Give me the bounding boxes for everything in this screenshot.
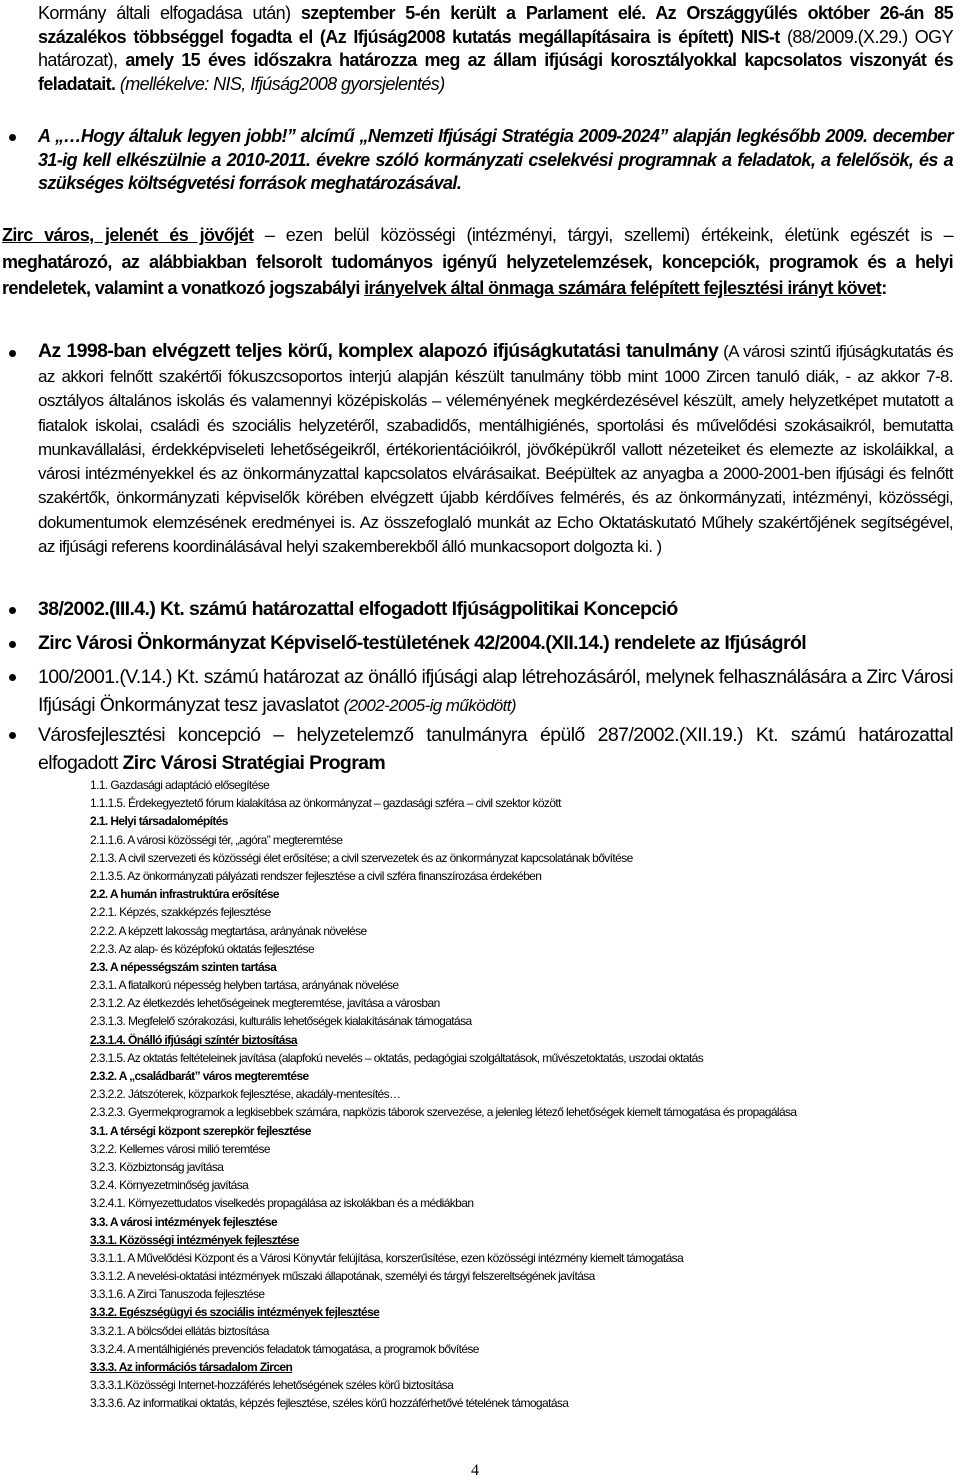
program-list-item: 3.2.2. Kellemes városi milió teremtése: [90, 1141, 270, 1156]
study-title: Az 1998-ban elvégzett teljes körű, komplex alapozó ifjúságkutatási tanulmány: [38, 340, 719, 362]
bullet-dot: [9, 134, 16, 141]
bullet-youth-fund-text: [38, 663, 953, 719]
zirc-text-3: irányelvek által önmaga számára felépített fejlesztési irányt követ: [364, 278, 882, 298]
zirc-text-2: meghatározó, az alábbiakban felsorolt tudományos igényű helyzetelemzések, koncepciók, programok és a helyi rendeletek, valamint a vonatkozó jogszabályi: [2, 251, 953, 298]
bullet-concept-text: 38/2002.(III.4.) Kt. számú határozattal elfogadott Ifjúságpolitikai Koncepció: [38, 598, 678, 620]
program-list-item: 2.3.1.5. Az oktatás feltételeinek javítása (alapfokú nevelés – oktatás, pedagógiai szolgáltatások, művészetoktatás, uszodai oktatás: [90, 1050, 704, 1065]
program-list-item: 3.3.1. Közösségi intézmények fejlesztése: [90, 1232, 299, 1247]
bullet-nis-text: [38, 125, 953, 196]
program-list-item: 2.1.1.6. A városi közösségi tér, „agóra” megteremtése: [90, 832, 343, 847]
page-number: 4: [471, 1462, 479, 1479]
study-description: (A városi szintű ifjúságkutatás és az akkori felnőtt szakértői fókuszcsoportos interjú alapján készült tanulmány több mint 1000 Zircen tanuló diák, - az akkor 7-8. osztályos általános iskolás és valamennyi középiskolás – véleményének megkérdezésével készült, amely helyzetképet mutatott a fiatalok iskolai, családi és szociális helyzetéről, szabadidős, mentálhigiénés, sportolási és művelődési szokásaikról, bemutatta munkavállalási, érdekképviseleti lehetőségeikről, értékorientációikról, jövőképükről vallott nézeteiket és elemezte az iskoláikkal, a városi intézményekkel és az önkormányzattal kapcsolatos elvárásaikat. Beépültek az anyagba a 2000-2001-ben ifjúsági és felnőtt szakértők, önkormányzati képviselők körében elvégzett újabb kérdőíves felmérés, és az önkormányzati, intézményi, közösségi, dokumentumok elemzésének eredményei is. Az összefoglaló munkát az Echo Oktatáskutató Műhely szakértőjének segítségével, az ifjúsági referens koordinálásával helyi szakemberekből álló munkacsoport dolgozta ki. ): [38, 342, 953, 557]
bullet-dot: [9, 350, 16, 357]
program-list-item: 3.3.2.4. A mentálhigiénés prevenciós feladatok támogatása, a programok bővítése: [90, 1341, 479, 1356]
intro-text-4: amely 15 éves időszakra határozza meg az állam ifjúsági korosztályokkal kapcsolatos viszonyát és feladatait.: [38, 50, 953, 94]
program-list-item: 2.3.2.3. Gyermekprogramok a legkisebbek számára, napközis táborok szervezése, a jelenleg létező lehetőségek kiemelt támogatása és propagálása: [90, 1105, 797, 1120]
program-list-item: 2.3. A népességszám szinten tartása: [90, 959, 277, 974]
zirc-text-1: – ezen belül közösségi (intézményi, tárgyi, szellemi) értékeink, életünk egészét is –: [253, 225, 954, 245]
youth-fund-note: (2002-2005-ig működött): [343, 696, 516, 715]
program-list-item: 2.3.1.2. Az életkezdés lehetőségeinek megteremtése, javítása a városban: [90, 996, 440, 1011]
intro-text-3: (88/2009.(X.29.) OGY határozat),: [38, 26, 953, 70]
program-list-item: 3.3.2.1. A bölcsődei ellátás biztosítása: [90, 1323, 269, 1338]
program-list-item: 2.3.1. A fiatalkorú népesség helyben tartása, arányának növelése: [90, 978, 399, 993]
program-list-item: 3.3.2. Egészségügyi és szociális intézmények fejlesztése: [90, 1305, 380, 1320]
program-list-item: 1.1.1.5. Érdekegyeztető fórum kialakítása az önkormányzat – gazdasági szféra – civil szektor között: [90, 796, 561, 811]
program-list-item: 3.2.4. Környezetminőség javítása: [90, 1178, 249, 1193]
program-list-item: 2.2.2. A képzett lakosság megtartása, arányának növelése: [90, 923, 367, 938]
intro-text-2: szeptember 5-én került a Parlament elé. Az Országgyűlés október 26-án 85 százalékos többséggel fogadta el (Az Ifjúság2008 kutatás megállapításaira is épített) NIS-t: [38, 3, 953, 47]
program-list-item: 3.2.3. Közbiztonság javítása: [90, 1159, 224, 1174]
program-list-item: 2.1.3.5. Az önkormányzati pályázati rendszer fejlesztése a civil szféra finanszírozása érdekében: [90, 868, 542, 883]
bullet-city-concept-text: [38, 721, 953, 777]
program-list-item: 2.3.2.2. Játszóterek, közparkok fejlesztése, akadály-mentesítés…: [90, 1087, 401, 1102]
zirc-paragraph: [2, 222, 953, 302]
program-list: [90, 776, 950, 1413]
program-list-item: 2.3.1.4. Önálló ifjúsági színtér biztosítása: [90, 1032, 298, 1047]
program-list-item: 3.3.1.6. A Zirci Tanuszoda fejlesztése: [90, 1287, 265, 1302]
program-list-item: 3.3.1.1. A Művelődési Központ és a Városi Könyvtár felújítása, korszerűsítése, ezen közösségi intézmény kiemelt támogatása: [90, 1250, 684, 1265]
city-concept-text: Városfejlesztési koncepció – helyzetelemző tanulmányra épülő 287/2002.(XII.19.) Kt. számú határozattal elfogadott: [38, 724, 953, 774]
program-list-item: 3.2.4.1. Környezettudatos viselkedés propagálása az iskolákban és a médiákban: [90, 1196, 474, 1211]
bullet-decree-text: Zirc Városi Önkormányzat Képviselő-testületének 42/2004.(XII.14.) rendelete az Ifjúságról: [38, 632, 807, 654]
intro-text-1: Kormány általi elfogadása után): [38, 3, 301, 23]
youth-fund-text: 100/2001.(V.14.) Kt. számú határozat az önálló ifjúsági alap létrehozásáról, melynek felhasználására a Zirc Városi Ifjúsági Önkormányzat tesz javaslatot: [38, 666, 953, 716]
city-program-title: Zirc Városi Stratégiai Program: [122, 752, 386, 774]
nis-text-1: A „…Hogy általuk legyen jobb!” alcímű „Nemzeti Ifjúsági Stratégia 2009-2024” alapján legkésőbb 2009. december 31-ig kell elkészülnie a 2010-2011.: [38, 126, 953, 170]
program-list-item: 3.3.3. Az információs társadalom Zircen: [90, 1360, 293, 1374]
program-list-item: 1.1. Gazdasági adaptáció elősegítése: [90, 778, 270, 792]
program-list-item: 2.2.1. Képzés, szakképzés fejlesztése: [90, 905, 271, 920]
bullet-dot: [9, 674, 16, 681]
nis-text-2: évekre szóló kormányzati cselekvési programnak a feladatok, a felelősök, és a szükséges költségvetési források meghatározásával.: [38, 149, 953, 193]
program-list-item: 2.2. A humán infrastruktúra erősítése: [90, 887, 279, 902]
bullet-dot: [9, 641, 16, 648]
program-list-item: 3.3.3.1.Közösségi Internet-hozzáférés lehetőségének széles körű biztosítása: [90, 1378, 454, 1393]
program-list-item: 2.3.2. A „családbarát” város megteremtése: [90, 1069, 309, 1083]
program-list-item: 2.1.3. A civil szervezeti és közösségi élet erősítése; a civil szervezetek és az önkormányzat kapcsolatának bővítése: [90, 850, 633, 865]
zirc-heading: Zirc város, jelenét és jövőjét: [2, 225, 254, 245]
intro-paragraph: [38, 2, 953, 96]
program-list-item: 2.2.3. Az alap- és középfokú oktatás fejlesztése: [90, 941, 315, 956]
bullet-dot: [9, 607, 16, 614]
program-list-item: 3.3.1.2. A nevelési-oktatási intézmények műszaki állapotának, személyi és tárgyi felszereltségének javítása: [90, 1269, 595, 1284]
bullet-1998-text: [38, 338, 953, 559]
program-list-item: 3.3.3.6. Az informatikai oktatás, képzés fejlesztése, széles körű hozzáférhetővé tételének támogatása: [90, 1396, 569, 1411]
program-list-item: 2.1. Helyi társadalomépítés: [90, 814, 228, 829]
zirc-text-4: :: [881, 278, 887, 298]
bullet-dot: [9, 732, 16, 739]
program-list-item: 2.3.1.3. Megfelelő szórakozási, kulturális lehetőségek kialakításának támogatása: [90, 1014, 472, 1029]
program-list-item: 3.3. A városi intézmények fejlesztése: [90, 1214, 278, 1229]
program-list-item: 3.1. A térségi központ szerepkör fejlesztése: [90, 1123, 311, 1138]
intro-attachment-note: (mellékelve: NIS, Ifjúság2008 gyorsjelentés): [115, 73, 445, 94]
